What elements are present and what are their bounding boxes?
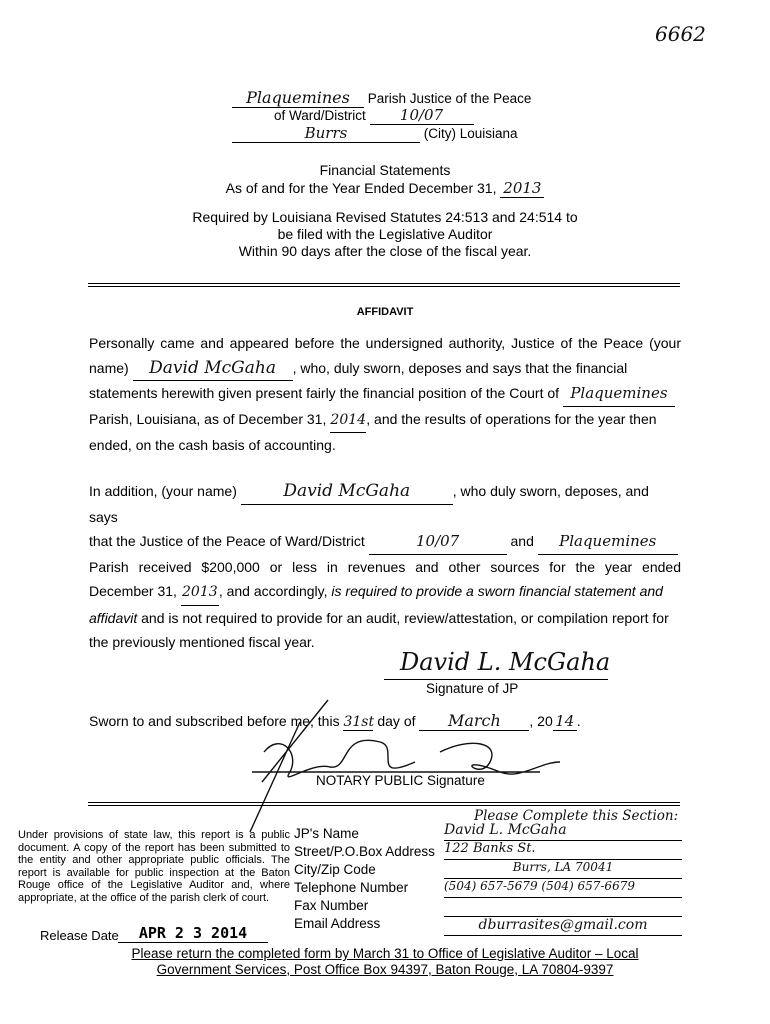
public-document-notice: Under provisions of state law, this report is a public document. A copy of the report has been submitted to the entity and other appropriate public officials. The report is available for public inspection at the Baton Rouge office of the Legislative Auditor and, where appropriate, at the office of the parish clerk of court. [18, 829, 290, 904]
parish-handwritten: Plaquemines [232, 88, 364, 108]
label-city-zip: City/Zip Code [294, 862, 376, 877]
notary-signature-label: NOTARY PUBLIC Signature [316, 773, 485, 788]
jp-signature-line [384, 679, 608, 680]
sworn-day-handwritten: 31st [343, 714, 375, 730]
p2-line4 [89, 579, 681, 606]
title-line2 [0, 179, 770, 198]
p1-line5: ended, on the cash basis of accounting. [89, 437, 336, 453]
p2-ward-label: that the Justice of the Peace of Ward/District [89, 533, 365, 549]
p1-line1: Personally came and appeared before the undersigned authority, Justice of the Peace (your [89, 335, 681, 351]
p2-line2 [89, 529, 681, 555]
value-city-zip: Burrs, LA 70041 [444, 860, 682, 879]
p1-court-label: statements herewith given present fairly the financial position of the Court of [89, 385, 560, 401]
court-handwritten: Plaquemines [563, 381, 675, 407]
p2-name-label: In addition, (your name) [89, 483, 237, 499]
p1-line4-rest: , and the results of operations for the year then [366, 410, 657, 427]
p2-and: and [510, 533, 534, 549]
footer-line1: Please return the completed form by March 31 to Office of Legislative Auditor – Local [131, 946, 639, 961]
sworn-label: Sworn to and subscribed before me, this [89, 713, 340, 729]
title-line1: Financial Statements [319, 162, 451, 178]
affidavit-year-handwritten: 2014 [330, 408, 366, 434]
requirement-line2: be filed with the Legislative Auditor [277, 226, 493, 242]
p2-affidavit-italic: affidavit [89, 609, 138, 626]
ward-line [274, 106, 474, 125]
jp-signature-handwritten: David L. McGaha [400, 648, 611, 676]
p1-line4 [89, 407, 681, 434]
divider-bottom [88, 802, 680, 806]
p2-line6: the previously mentioned fiscal year. [89, 634, 315, 650]
contact-values [444, 822, 682, 936]
title-line2-text: As of and for the Year Ended December 31, [225, 180, 497, 196]
complete-section-label: Please Complete this Section: [474, 808, 679, 824]
label-fax: Fax Number [294, 898, 369, 913]
affiant-name-handwritten: David McGaha [133, 356, 293, 382]
sworn-year-handwritten: 14 [553, 712, 577, 731]
affidavit-paragraph-1 [89, 331, 681, 458]
p1-name-label: name) [89, 359, 129, 376]
requirement-line1: Required by Louisiana Revised Statutes 24:513 and 24:514 to [192, 209, 578, 225]
sworn-dayof: day of [377, 713, 416, 729]
value-email: dburrasites@gmail.com [444, 917, 682, 936]
sworn-line: Sworn to and subscribed before me, this 31st day of March , 20 14 . [89, 711, 581, 730]
parish-line [232, 88, 531, 108]
affidavit-heading: AFFIDAVIT [356, 306, 414, 318]
requirement-line3: Within 90 days after the close of the fiscal year. [238, 243, 532, 259]
sworn-year-prefix: , 20 [529, 713, 553, 729]
footer-line2: Government Services, Post Office Box 94397, Baton Rouge, LA 70804-9397 [156, 962, 614, 977]
p2-line1-rest: , who duly sworn, deposes, and says [89, 483, 649, 525]
affiant-name2-handwritten: David McGaha [241, 479, 453, 505]
title-year-handwritten: 2013 [500, 179, 544, 198]
p2-required-italic: is required to provide a sworn financial statement and [331, 583, 663, 599]
p2-date-label: December 31, [89, 583, 177, 599]
p1-line2 [89, 356, 681, 382]
jp-signature-label: Signature of JP [426, 681, 519, 696]
p2-accordingly: , and accordingly, [218, 583, 328, 599]
ward-prefix: of Ward/District [274, 108, 366, 123]
p1-line3 [89, 381, 681, 407]
value-fax [444, 898, 682, 917]
p1-date-label: Parish, Louisiana, as of December 31, [89, 410, 327, 427]
city-line [232, 124, 518, 143]
city-handwritten: Burrs [232, 124, 420, 143]
label-email: Email Address [294, 916, 381, 931]
value-jp-name: David L. McGaha [444, 822, 682, 841]
affidavit-paragraph-2 [89, 479, 681, 655]
label-jp-name: JP's Name [294, 826, 359, 841]
city-suffix: (City) Louisiana [423, 126, 518, 141]
ward2-handwritten: 10/07 [369, 529, 507, 555]
value-telephone: (504) 657-5679 (504) 657-6679 [444, 879, 682, 898]
document-number: 6662 [655, 22, 706, 46]
sworn-month-handwritten: March [419, 711, 529, 731]
p2-line1 [89, 479, 681, 529]
divider-top [88, 283, 680, 287]
p2-line3: Parish received $200,000 or less in revenues and other sources for the year ended [89, 558, 681, 575]
ward-handwritten: 10/07 [370, 106, 474, 125]
label-telephone: Telephone Number [294, 880, 409, 895]
parish-suffix: Parish Justice of the Peace [367, 91, 532, 106]
year2-handwritten: 2013 [181, 580, 219, 606]
parish2-handwritten: Plaquemines [538, 529, 678, 555]
contact-labels [294, 825, 435, 933]
release-date-stamp: APR 2 3 2014 [118, 924, 268, 943]
release-date-label: Release Date [40, 928, 119, 943]
p1-line2-rest: , who, duly sworn, deposes and says that the financial [292, 359, 628, 376]
p2-line5 [89, 606, 681, 631]
p2-line5-rest: and is not required to provide for an audit, review/attestation, or compilation report for [141, 609, 669, 626]
value-street: 122 Banks St. [444, 841, 682, 860]
label-street: Street/P.O.Box Address [294, 844, 435, 859]
